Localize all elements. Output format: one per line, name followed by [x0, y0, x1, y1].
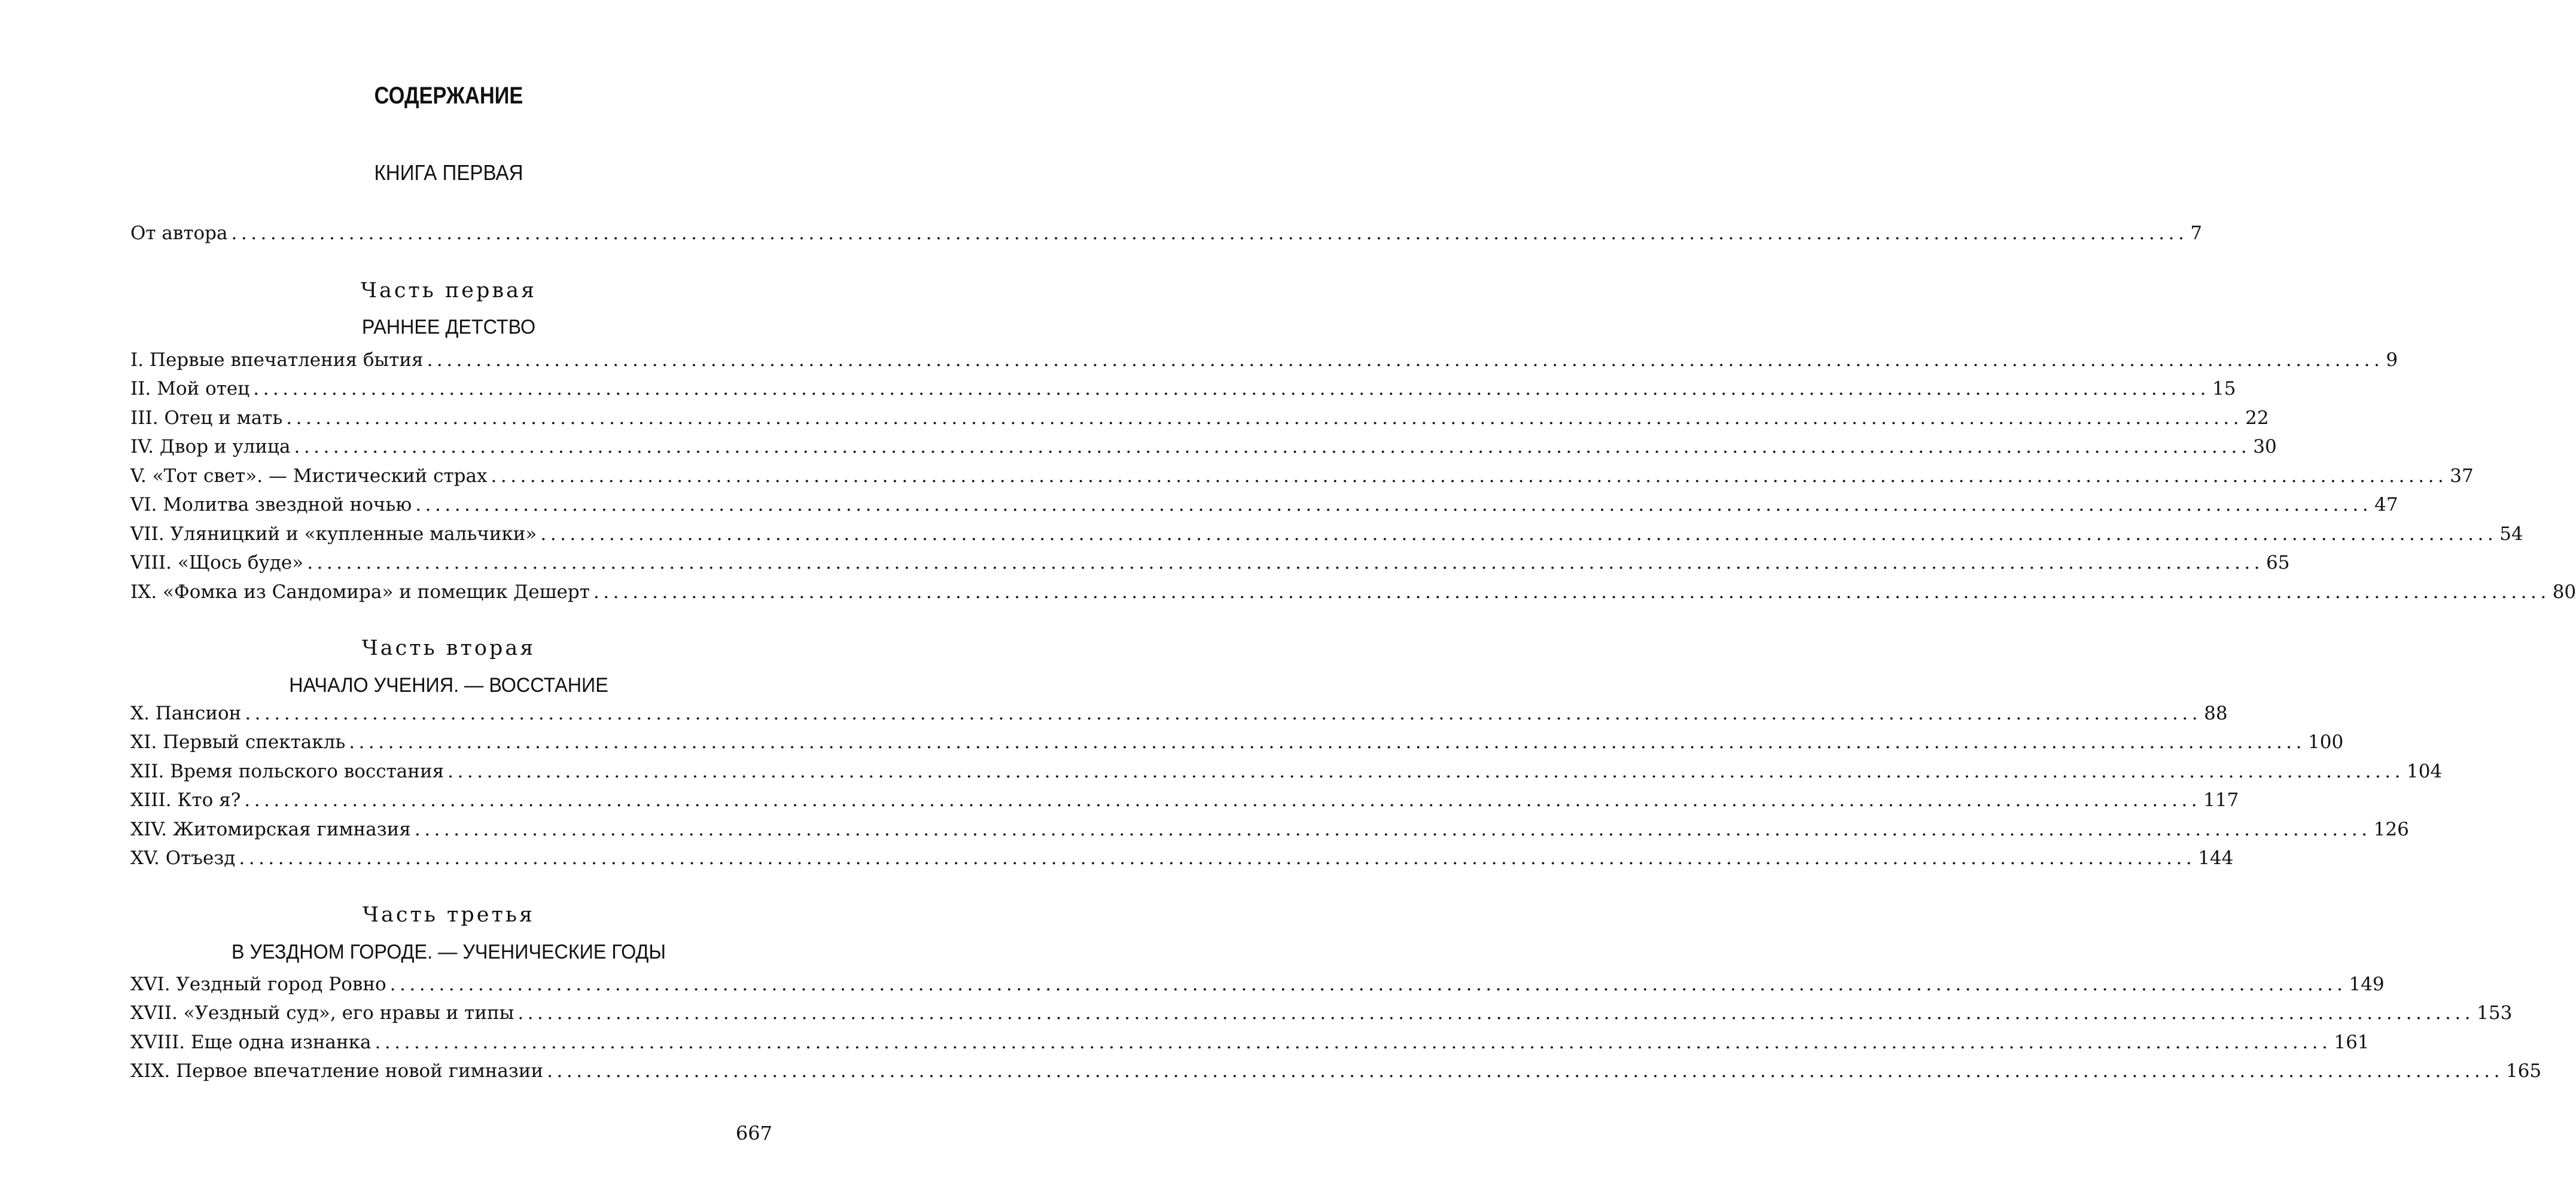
page-number: 667 — [735, 1122, 772, 1145]
toc-entry[interactable] — [130, 974, 2385, 1000]
toc-entry-label: XI. Первый спектакль — [130, 731, 346, 753]
toc-entry-page: 104 — [2406, 761, 2443, 782]
toc-entry-page: 54 — [2499, 523, 2523, 545]
part-subtitle: В УЕЗДНОМ ГОРОДЕ. — УЧЕНИЧЕСКИЕ ГОДЫ — [232, 941, 666, 963]
book-heading: КНИГА ПЕРВАЯ — [374, 160, 523, 185]
dot-leader: ........................................................................................................................................................................................................ — [415, 494, 2373, 515]
toc-entry-page: 65 — [2266, 552, 2290, 573]
dot-leader: ........................................................................................................................................................................................................ — [491, 465, 2448, 487]
toc-entry-label: X. Пансион — [130, 703, 242, 724]
toc-entry[interactable] — [130, 819, 2409, 845]
toc-entry[interactable] — [130, 523, 2523, 550]
toc-entry[interactable] — [130, 407, 2269, 434]
toc-entry-page: 80 — [2552, 581, 2576, 603]
toc-entry[interactable] — [130, 847, 2234, 874]
toc-entry[interactable] — [130, 1060, 2542, 1087]
toc-entry-page: 144 — [2198, 847, 2234, 869]
dot-leader: ........................................................................................................................................................................................................ — [253, 378, 2210, 399]
toc-entry-page: 161 — [2334, 1032, 2370, 1053]
dot-leader: ........................................................................................................................................................................................................ — [414, 819, 2371, 840]
toc-entry-label: XIII. Кто я? — [130, 789, 241, 811]
toc-entry-label: VIII. «Щось буде» — [130, 552, 304, 573]
toc-entry-label: XIX. Первое впечатление новой гимназии — [130, 1060, 544, 1082]
part-subtitle: РАННЕЕ ДЕТСТВО — [361, 316, 536, 338]
dot-leader: ........................................................................................................................................................................................................ — [294, 436, 2251, 457]
toc-entry-label: XII. Время польского восстания — [130, 761, 444, 782]
dot-leader: ........................................................................................................................................................................................................ — [540, 523, 2498, 545]
part-heading: Часть вторая — [361, 636, 536, 660]
toc-entry-label: III. Отец и мать — [130, 407, 283, 429]
toc-entry[interactable] — [130, 378, 2236, 404]
toc-entry-page: 88 — [2204, 703, 2228, 724]
dot-leader: ........................................................................................................................................................................................................ — [374, 1032, 2332, 1053]
toc-entry-label: II. Мой отец — [130, 378, 250, 399]
dot-leader: ........................................................................................................................................................................................................ — [547, 1060, 2504, 1082]
toc-entry-page: 100 — [2308, 731, 2344, 753]
toc-entry-label: XVI. Уездный город Ровно — [130, 974, 386, 995]
toc-entry-page: 7 — [2190, 222, 2203, 244]
toc-entry[interactable] — [130, 731, 2344, 758]
toc-entry-label: XVIII. Еще одна изнанка — [130, 1032, 372, 1053]
toc-entry-label: VI. Молитва звездной ночью — [130, 494, 412, 515]
toc-entry-label: XV. Отъезд — [130, 847, 236, 869]
part-heading: Часть третья — [362, 903, 535, 927]
dot-leader: ........................................................................................................................................................................................................ — [517, 1002, 2475, 1024]
toc-entry-page: 9 — [2386, 349, 2398, 371]
toc-entry-label: XIV. Житомирская гимназия — [130, 819, 411, 840]
dot-leader: ........................................................................................................................................................................................................ — [389, 974, 2347, 995]
toc-entry-preface[interactable] — [130, 222, 2203, 249]
toc-entry-label: От автора — [130, 222, 228, 244]
toc-entry-label: IX. «Фомка из Сандомира» и помещик Дешерт — [130, 581, 590, 603]
dot-leader: ........................................................................................................................................................................................................ — [286, 407, 2243, 429]
dot-leader: ........................................................................................................................................................................................................ — [231, 222, 2188, 244]
toc-entry-page: 117 — [2203, 789, 2239, 811]
part-subtitle: НАЧАЛО УЧЕНИЯ. — ВОССТАНИЕ — [289, 674, 608, 697]
toc-entry-page: 153 — [2477, 1002, 2513, 1024]
dot-leader: ........................................................................................................................................................................................................ — [447, 761, 2404, 782]
toc-entry-label: XVII. «Уездный суд», его нравы и типы — [130, 1002, 514, 1024]
toc-entry-label: IV. Двор и улица — [130, 436, 291, 457]
toc-entry[interactable] — [130, 349, 2398, 376]
part-heading: Часть первая — [360, 279, 537, 303]
toc-entry-page: 47 — [2374, 494, 2398, 515]
toc-entry-label: V. «Тот свет». — Мистический страх — [130, 465, 488, 487]
toc-entry-page: 149 — [2349, 974, 2385, 995]
toc-entry[interactable] — [130, 581, 2576, 608]
toc-entry-page: 22 — [2245, 407, 2269, 429]
dot-leader: ........................................................................................................................................................................................................ — [593, 581, 2550, 603]
toc-entry-page: 37 — [2450, 465, 2474, 487]
dot-leader: ........................................................................................................................................................................................................ — [244, 789, 2202, 811]
toc-entry-label: I. Первые впечатления бытия — [130, 349, 424, 371]
toc-entry[interactable] — [130, 552, 2290, 578]
toc-entry[interactable] — [130, 494, 2398, 520]
toc-entry-page: 30 — [2253, 436, 2277, 457]
dot-leader: ........................................................................................................................................................................................................ — [427, 349, 2384, 371]
toc-entry-page: 126 — [2373, 819, 2409, 840]
toc-entry[interactable] — [130, 703, 2228, 729]
toc-entry[interactable] — [130, 465, 2474, 492]
dot-leader: ........................................................................................................................................................................................................ — [307, 552, 2264, 573]
toc-entry-page: 15 — [2212, 378, 2236, 399]
toc-entry-label: VII. Уляницкий и «купленные мальчики» — [130, 523, 537, 545]
toc-entry[interactable] — [130, 436, 2277, 462]
dot-leader: ........................................................................................................................................................................................................ — [245, 703, 2202, 724]
contents-title: СОДЕРЖАНИЕ — [374, 83, 523, 109]
toc-entry[interactable] — [130, 1032, 2370, 1058]
toc-entry-page: 165 — [2505, 1060, 2542, 1082]
toc-entry[interactable] — [130, 761, 2443, 787]
dot-leader: ........................................................................................................................................................................................................ — [239, 847, 2196, 869]
toc-entry[interactable] — [130, 1002, 2513, 1029]
toc-entry[interactable] — [130, 789, 2239, 816]
dot-leader: ........................................................................................................................................................................................................ — [349, 731, 2306, 753]
